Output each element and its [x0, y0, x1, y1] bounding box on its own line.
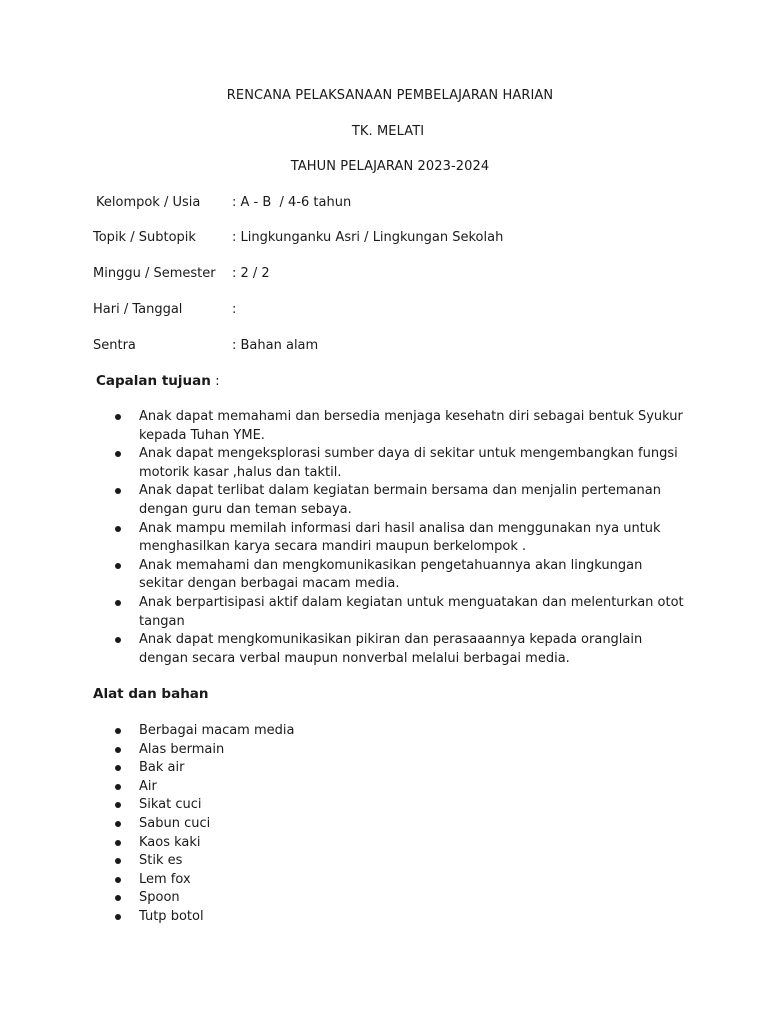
- capaian-item: [110, 445, 690, 482]
- alat-item: [110, 908, 690, 927]
- capaian-item-text: Anak berpartisipasi aktif dalam kegiatan untuk menguatakan dan melenturkan otot tangan: [139, 594, 684, 629]
- bullet-icon: [115, 526, 121, 532]
- academic-year: TAHUN PELAJARAN 2023-2024: [290, 159, 490, 174]
- bullet-icon: [115, 728, 121, 734]
- capaian-item: [110, 408, 690, 445]
- capaian-item-text: Anak dapat terlibat dalam kegiatan bermain bersama dan menjalin pertemanan dengan guru dan teman sebaya.: [139, 483, 661, 517]
- alat-item: [110, 815, 690, 834]
- capaian-item: [110, 520, 690, 557]
- bullet-icon: [115, 414, 121, 420]
- alat-item-text: Stik es: [139, 853, 183, 869]
- alat-item: [110, 759, 690, 778]
- capaian-heading-text: Capalan tujuan: [96, 373, 211, 389]
- capaian-item: [110, 557, 690, 594]
- school-name: TK. MELATI: [351, 124, 425, 139]
- bullet-icon: [115, 451, 121, 457]
- bullet-icon: [115, 840, 121, 846]
- bullet-icon: [115, 858, 121, 864]
- alat-item: [110, 834, 690, 853]
- bullet-icon: [115, 914, 121, 920]
- alat-item-text: Air: [139, 778, 157, 794]
- capaian-heading-colon: :: [210, 373, 220, 389]
- capaian-item-text: Anak dapat mengeksplorasi sumber daya di sekitar untuk mengembangkan fungsi motorik kasar ,halus dan taktil.: [139, 446, 678, 480]
- alat-item: [110, 871, 690, 890]
- document-title: RENCANA PELAKSANAAN PEMBELAJARAN HARIAN: [226, 88, 554, 103]
- alat-item: [110, 741, 690, 760]
- alat-item: [110, 722, 690, 741]
- info-value: : 2 / 2: [232, 266, 270, 281]
- capaian-item-text: Anak mampu memilah informasi dari hasil analisa dan menggunakan nya untuk menghasilkan karya secara mandiri maupun berkelompok .: [139, 520, 661, 555]
- info-value: : A - B / 4-6 tahun: [232, 195, 352, 210]
- info-label: Minggu / Semester: [93, 266, 216, 281]
- info-label: Sentra: [93, 338, 136, 353]
- capaian-item-text: Anak dapat mengkomunikasikan pikiran dan perasaaannya kepada oranglain dengan secara verbal maupun nonverbal melalui berbagai media.: [139, 632, 643, 666]
- bullet-icon: [115, 563, 121, 569]
- info-label: Hari / Tanggal: [93, 302, 183, 317]
- alat-item-text: Alas bermain: [139, 741, 225, 757]
- bullet-icon: [115, 600, 121, 606]
- alat-item-text: Berbagai macam media: [139, 723, 295, 738]
- capaian-item: [110, 482, 690, 519]
- info-value: : Bahan alam: [232, 338, 319, 353]
- alat-item: [110, 778, 690, 797]
- alat-item-text: Sikat cuci: [139, 797, 202, 813]
- alat-item: [110, 889, 690, 908]
- alat-item: [110, 796, 690, 815]
- alat-item-text: Sabun cuci: [139, 815, 211, 831]
- info-label: Kelompok / Usia: [96, 195, 201, 210]
- bullet-icon: [115, 877, 121, 883]
- bullet-icon: [115, 747, 121, 753]
- alat-item-text: Kaos kaki: [139, 834, 201, 850]
- alat-item-text: Spoon: [139, 890, 180, 906]
- info-value: :: [232, 302, 237, 317]
- capaian-item: [110, 594, 690, 631]
- bullet-icon: [115, 488, 121, 494]
- capaian-item-text: Anak memahami dan mengkomunikasikan pengetahuannya akan lingkungan sekitar dengan berbagai macam media.: [139, 557, 643, 592]
- alat-heading: Alat dan bahan: [93, 686, 209, 702]
- capaian-heading: [96, 373, 220, 389]
- bullet-icon: [115, 821, 121, 827]
- alat-item-text: Lem fox: [139, 871, 191, 887]
- info-value: : Lingkunganku Asri / Lingkungan Sekolah: [232, 230, 504, 245]
- alat-item-text: Bak air: [139, 760, 185, 776]
- bullet-icon: [115, 784, 121, 790]
- alat-item: [110, 852, 690, 871]
- bullet-icon: [115, 637, 121, 643]
- capaian-item: [110, 631, 690, 668]
- capaian-list: [110, 408, 690, 668]
- bullet-icon: [115, 802, 121, 808]
- alat-list: [110, 722, 690, 927]
- bullet-icon: [115, 765, 121, 771]
- bullet-icon: [115, 895, 121, 901]
- capaian-item-text: Anak dapat memahami dan bersedia menjaga kesehatn diri sebagai bentuk Syukur kepada Tuhan YME.: [139, 409, 683, 443]
- alat-item-text: Tutp botol: [139, 908, 204, 924]
- info-label: Topik / Subtopik: [93, 230, 196, 245]
